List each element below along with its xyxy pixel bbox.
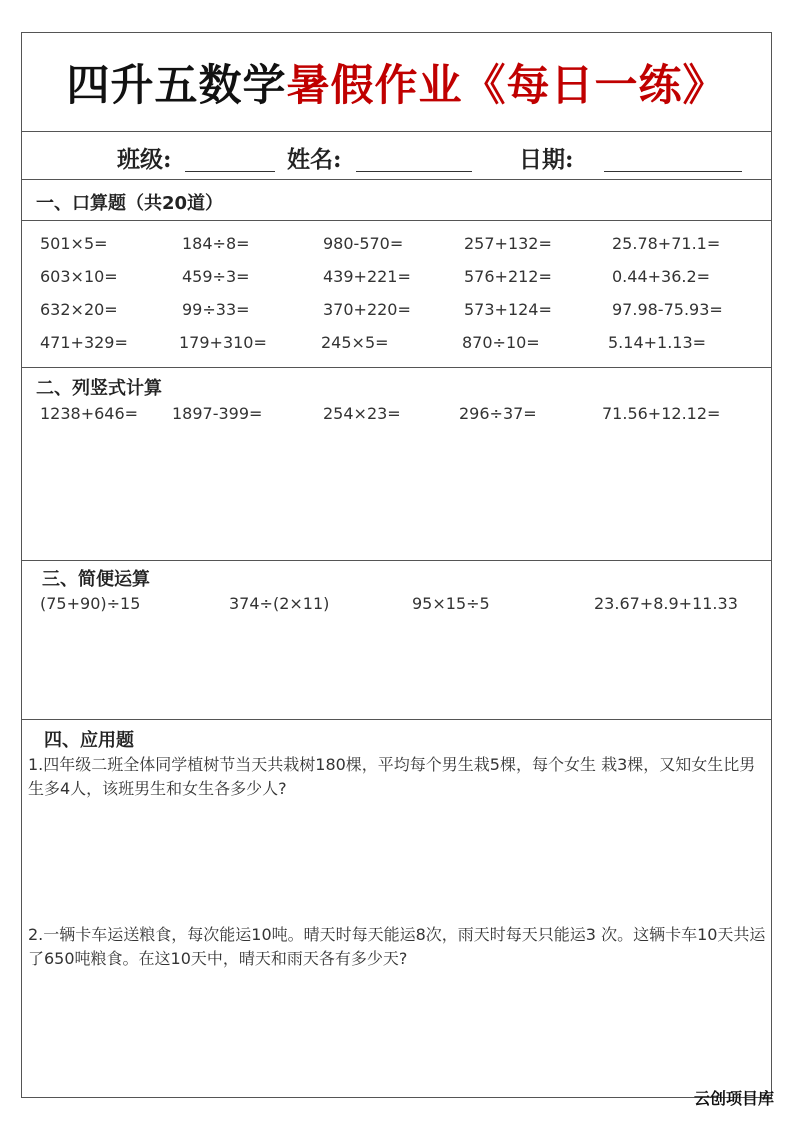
class-label: 班级: <box>117 146 172 173</box>
title-row <box>22 33 771 131</box>
vertical-calc-item: 254×23= <box>323 404 401 423</box>
name-blank[interactable] <box>356 171 472 172</box>
date-label: 日期: <box>519 146 574 173</box>
word-problem-2: 2.一辆卡车运送粮食，每次能运10吨。晴天时每天能运8次，雨天时每天只能运3 次。这辆卡车10天共运了650吨粮食。在这10天中，晴天和雨天各有多少天? <box>28 925 766 968</box>
mental-item: 370+220= <box>323 300 411 319</box>
sec1-heading: 一、口算题（共20道） <box>36 193 224 214</box>
mental-item: 870÷10= <box>462 333 540 352</box>
sec3-heading: 三、简便运算 <box>42 569 150 590</box>
class-blank[interactable] <box>185 171 275 172</box>
mental-item: 459÷3= <box>182 267 250 286</box>
sec3 <box>22 560 771 719</box>
mental-item: 471+329= <box>40 333 128 352</box>
vertical-calc-item: 1238+646= <box>40 404 139 423</box>
mental-item: 0.44+36.2= <box>612 267 711 286</box>
date-blank[interactable] <box>604 171 742 172</box>
sec2-heading: 二、列竖式计算 <box>36 378 162 399</box>
vertical-calc-item: 296÷37= <box>459 404 537 423</box>
title-red-part: 暑假作业《每日一练》 <box>286 60 727 111</box>
word-problem-1: 1.四年级二班全体同学植树节当天共栽树180棵，平均每个男生栽5棵，每个女生 栽3棵，又知女生比男生多4人，该班男生和女生各多少人? <box>28 755 756 798</box>
mental-item: 179+310= <box>179 333 267 352</box>
mental-item: 184÷8= <box>182 234 250 253</box>
vertical-calc-item: 71.56+12.12= <box>602 404 721 423</box>
mental-item: 632×20= <box>40 300 118 319</box>
simplify-item: 23.67+8.9+11.33 <box>594 594 738 613</box>
sec1-body <box>22 220 771 367</box>
mental-item: 257+132= <box>464 234 552 253</box>
mental-item: 25.78+71.1= <box>612 234 721 253</box>
sec2 <box>22 367 771 560</box>
simplify-item: 374÷(2×11) <box>229 594 330 613</box>
mental-item: 603×10= <box>40 267 118 286</box>
title-black-part: 四升五数学 <box>66 60 287 111</box>
simplify-item: (75+90)÷15 <box>40 594 141 613</box>
mental-item: 980-570= <box>323 234 404 253</box>
mental-item: 576+212= <box>464 267 552 286</box>
mental-item: 97.98-75.93= <box>612 300 723 319</box>
vertical-calc-item: 1897-399= <box>172 404 263 423</box>
sec4 <box>22 719 771 1099</box>
mental-item: 573+124= <box>464 300 552 319</box>
info-row <box>22 131 771 179</box>
simplify-item: 95×15÷5 <box>412 594 490 613</box>
name-label: 姓名: <box>287 146 342 173</box>
mental-item: 245×5= <box>321 333 389 352</box>
mental-item: 5.14+1.13= <box>608 333 707 352</box>
mental-item: 439+221= <box>323 267 411 286</box>
mental-item: 99÷33= <box>182 300 250 319</box>
mental-item: 501×5= <box>40 234 108 253</box>
watermark: 云创项目库 <box>694 1089 775 1108</box>
worksheet <box>21 32 772 1098</box>
sec4-heading: 四、应用题 <box>44 730 134 751</box>
page-title <box>67 52 727 113</box>
sec1-header-row <box>22 179 771 220</box>
